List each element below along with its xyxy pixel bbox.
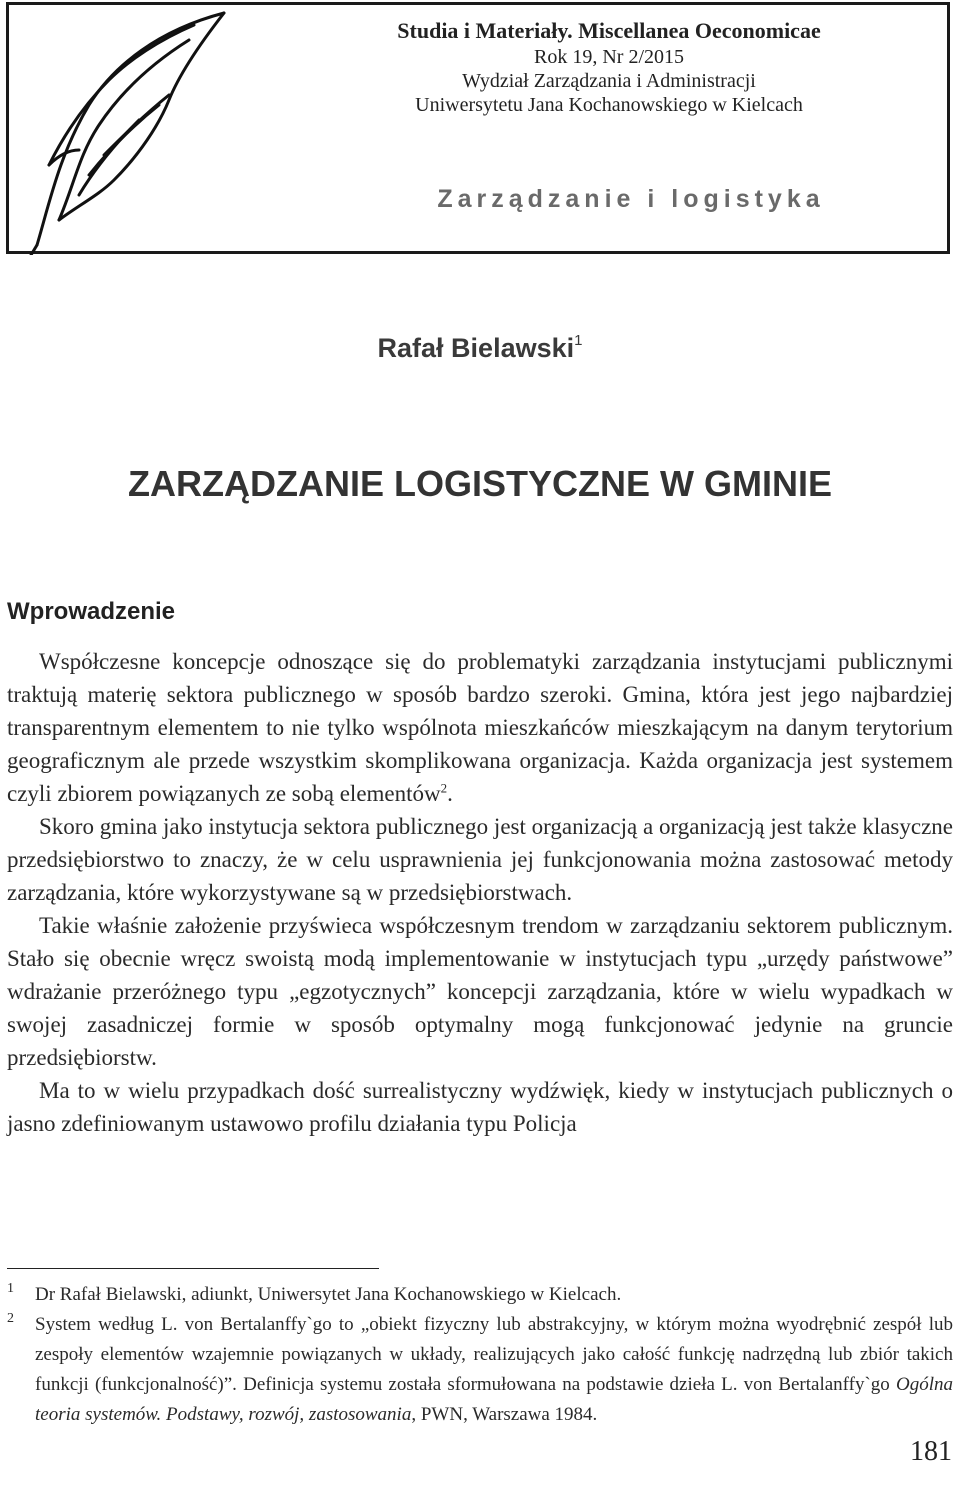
footnote-2 bbox=[7, 1310, 953, 1430]
author-name: Rafał Bielawski bbox=[377, 333, 575, 363]
article-author bbox=[0, 333, 960, 364]
journal-header-box bbox=[6, 2, 950, 254]
page-number: 181 bbox=[910, 1436, 952, 1467]
paragraph-text: Współczesne koncepcje odnoszące się do problematyki zarządzania instytucjami publicznymi traktują materię sektora publicznego w sposób bardzo szeroki. Gmina, która jest jego najbardziej transparentnym elementem to nie tylko wspólnota mieszkańców mieszkającym na danym terytorium geograficznym ale przede wszystkim skomplikowana organizacja. Każda organizacja jest systemem czyli zbiorem powiązanych ze sobą elementów bbox=[7, 649, 953, 806]
paragraph: Ma to w wielu przypadkach dość surrealistyczny wydźwięk, kiedy w instytucjach publicznych o jasno zdefiniowanym ustawowo profilu działania typu Policja bbox=[7, 1078, 953, 1136]
article-title: ZARZĄDZANIE LOGISTYCZNE W GMINIE bbox=[128, 463, 832, 504]
footnotes bbox=[7, 1280, 953, 1430]
paragraph: Takie właśnie założenie przyświeca współczesnym trendom w zarządzaniu sektorem publicznym. Stało się obecnie wręcz swoistą modą implementowanie w instytucjach typu „urzędy państwowe” wdrażanie przeróżnego typu „egzotycznych” koncepcji zarządzania, które w wielu wypadkach w swojej zasadniczej formie w sposób optymalny mogą funkcjonować jedynie na gruncie przedsiębiorstw. bbox=[7, 913, 953, 1070]
footnote-1 bbox=[7, 1280, 953, 1310]
journal-title: Studia i Materiały. Miscellanea Oeconomicae bbox=[397, 18, 821, 43]
footnote-marker: 2 bbox=[440, 780, 448, 796]
journal-section: Zarządzanie i logistyka bbox=[437, 185, 825, 213]
journal-faculty: Wydział Zarządzania i Administracji bbox=[462, 70, 756, 92]
paragraph: Skoro gmina jako instytucja sektora publicznego jest organizacją a organizacją jest także klasyczne przedsiębiorstwo to znaczy, że w celu usprawnienia jej funkcjonowania można zastosować metody zarządzania, które wykorzystywane są w przedsiębiorstwach. bbox=[7, 814, 953, 905]
journal-info bbox=[329, 17, 889, 117]
footnote-text: System według L. von Bertalanffy`go to „obiekt fizyczny lub abstrakcyjny, w którym można wyodrębnić zespół lub zespoły elementów wzajemnie powiązanych w układy, realizujących jako całość funkcję nadrzędną lub zbiór takich funkcji (funkcjonalność)”. Definicja systemu została sformułowana na podstawie dzieła L. von Bertalanffy`go bbox=[35, 1314, 953, 1395]
footnote-number: 2 bbox=[7, 1311, 14, 1326]
footnote-rule bbox=[7, 1268, 379, 1269]
author-footnote-marker: 1 bbox=[574, 332, 583, 349]
paragraph-end: . bbox=[447, 781, 453, 806]
footnote-book-title: Ogólna teoria systemów. Podstawy, rozwój, zastosowania bbox=[35, 1374, 953, 1425]
journal-issue: Rok 19, Nr 2/2015 bbox=[534, 46, 684, 68]
quill-pen-icon bbox=[19, 5, 239, 255]
article-body bbox=[7, 645, 953, 1140]
paragraph bbox=[7, 645, 953, 810]
section-heading: Wprowadzenie bbox=[7, 598, 176, 625]
footnote-number: 1 bbox=[7, 1281, 14, 1296]
footnote-text-end: , PWN, Warszawa 1984. bbox=[411, 1404, 598, 1425]
journal-university: Uniwersytetu Jana Kochanowskiego w Kielcach bbox=[415, 94, 803, 116]
footnote-text: Dr Rafał Bielawski, adiunkt, Uniwersytet Jana Kochanowskiego w Kielcach. bbox=[35, 1284, 622, 1305]
